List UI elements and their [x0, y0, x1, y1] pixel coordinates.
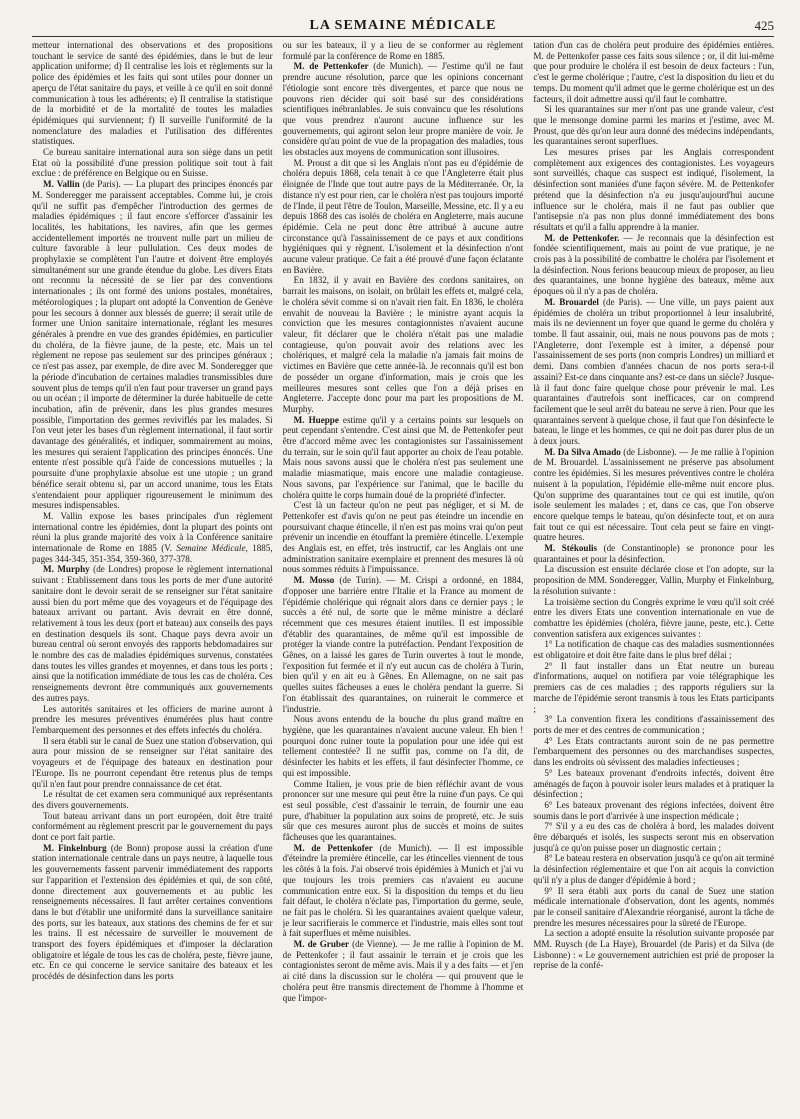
paragraph — [533, 297, 774, 447]
paragraph — [283, 575, 524, 714]
paragraph-text: — Je reconnais que la désinfection est fondée scientifiquement, mais au point de vue pratique, je ne crois pas à la possibilité de combattre le choléra par l'isolement et la désinfection. Nous ferions beaucoup mieux de proposer, au lieu des quarantaines, une bonne hygiène des bateaux, même aux époques où il n'y a pas de choléra. — [533, 232, 775, 297]
paragraph-text: (de Londres) propose le règlement international suivant : Etablissement dans tous les ports de mer d'une autorité sanitaire dont le devoir serait de se renseigner sur l'état sanitaire aussi bien du port même que des voyageurs et de l'équipage des bateaux arrivant ou partant. Avis devrait en être donné, relativement à tous les deux (port et bateau) aux conseils des pays en destination desquels ils sont. Chaque pays devra avoir un bureau central où seront envoyés des rapports hebdomadaires sur le nombre des cas de maladies épidémiques survenus, constatées dans toutes les villes grandes et moyennes, et dans tous les ports ; ainsi que la notification immédiate de tous les cas de choléra. Ces renseignements devront être communiqués aux gouvernements des autres pays. — [32, 564, 273, 703]
paragraph-text: (de Paris). — La plupart des principes énoncés par M. Sonderegger me paraissent acceptables. Comme lui, je crois qu'il ne suffit pas d'empêcher l'introduction des germes de maladies épidémiques ; il faut encore s'efforcer d'assainir les localités, les habitations, les navires, afin que les germes accidentellement importés ne trouvent nulle part un milieu de culture favorable à leur pullulation. Ces deux modes de prophylaxie se complètent l'un l'autre et doivent être employés simultanément sur une grande étendue du globe. Les divers Etats ont reconnu la nécessité de se lier par des conventions internationales ; ils ont formé des unions postales, monétaires, météorologiques ; la plupart ont adopté la Convention de Genève pour les secours à donner aux blessés de guerre; il serait utile de former une Union sanitaire internationale, réglant les mesures générales à prendre en vue des grandes épidémies, en particulier du choléra, de la fièvre jaune, de la peste, etc. Mais un tel règlement ne repose pas seulement sur des principes généraux ; ce n'est pas assez, par exemple, de dire avec M. Sonderegger que la période d'incubation de certaines maladies transmissibles dure souvent plus de temps qu'il n'en faut pour traverser un grand pays ou un océan ; il importe de déterminer la durée habituelle de cette incubation, afin de prévenir, dans les plus grandes mesures possible, l'importation des germes reviviflés par les malades. Si l'on veut jeter les bases d'un règlement international, il faut sortir davantage des généralités, et indiquer, sommairement au moins, les mesures qui seraient l'application des principes énoncés. Une entente n'est possible qu'à l'aide de concessions mutuelles ; la poursuite d'une prophylaxie absolue est une utopie ; un grand bénéfice serait obtenu si, par un accord unanime, tous les Etats s'entendaient pour appliquer rigoureusement le minimum des mesures indispensables. — [32, 179, 273, 511]
paragraph — [533, 447, 774, 543]
resolution-item: 1° La notification de chaque cas des maladies susmentionnées est obligatoire et doit être faite dans le plus bref délai ; — [533, 639, 775, 661]
speaker-name: M. de Pettenkofer — [293, 842, 373, 853]
paragraph-text: (de Munich). — Il est impossible d'éteindre la première étincelle, car les étincelles viennent de tous les côtés à la fois. J'ai observé trois épidémies à Munich et j'ai vu que toujours les trois premiers cas n'avaient eu aucune communication entre eux. Si la disposition du temps et du lieu fait défaut, le choléra n'éclate pas, l'importation du germe, seule, ne fait pas le choléra. Si les quarantaines avaient quelque valeur, je leur sacrifierais le commerce et l'industrie, mais elles sont tout à fait superflues et même nuisibles. — [282, 842, 524, 939]
page-number: 425 — [754, 18, 774, 33]
paragraph — [283, 415, 524, 501]
paragraph: Tout bateau arrivant dans un port européen, doit être traité conformément au règlement prescrit par le gouvernement du pays dont ce port fait partie. — [32, 810, 273, 843]
speaker-name: M. Da Silva Amado — [544, 446, 621, 457]
resolution-item: 7° S'il y a eu des cas de choléra à bord, les malades doivent être débarqués et isolés, les suspects seront mis en observation jusqu'à ce qu'on puisse poser un diagnostic certain ; — [533, 821, 775, 853]
speaker-name: M. de Pettenkofer. — [544, 232, 620, 243]
paragraph-text: (de Vienne). — Je me rallie à l'opinion de M. de Pettenkofer ; il faut assainir le terrain et je crois que les contagionistes seront de même avis. Mais il y a des faits — et j'en ai cité dans la discussion sur le choléra — qui prouvent que le choléra peut être transmis directement de l'homme à l'homme et que l'impor- — [282, 939, 524, 1003]
paragraph: metteur international des observations et des propositions touchant le service de santé des épidémies, dans le but de leur application uniforme; d) Il centralise les lois et règlements sur la police des épidémies et les faits qui sont utiles pour donner un aperçu de l'état sanitaire du pays, et veille à ce qu'il en soit donné communication à tous les adhérents; e) Il centralise la statistique de la morbidité et de la mortalité de toutes les maladies épidémiques qui surviennent; f) Il surveille l'uniformité de la nomenclature des maladies et l'utilisation des différentes statistiques. — [32, 40, 273, 147]
speaker-name: M. Finkelnburg — [43, 842, 107, 853]
paragraph: La troisième section du Congrès exprime le vœu qu'il soit créé entre les divers Etats une convention internationale en vue de combattre les épidémies (choléra, fièvre jaune, peste, etc.). Cette convention satisfera aux exigences suivantes : — [533, 596, 775, 639]
resolution-item: 4° Les Etats contractants auront soin de ne pas permettre l'embarquement des personnes ou des marchandises suspectes, dans les endroits où sévissent des maladies infectieuses ; — [533, 735, 775, 768]
column-right — [533, 40, 774, 1113]
paragraph-text: (de Lisbonne). — Je me rallie à l'opinion de M. Brouardel. L'assainissement ne préserve pas absolument contre les épidémies. Si les mesures préventives contre le choléra nuisent à la population, l'épidémie elle-même nuit encore plus. Qu'on supprime des quarantaines tout ce qui est inutile, qu'on isole seulement les malades ; et, dans ce cas, que l'on observe encore quelque temps le bateau, qu'on désinfecte tout, et on aura fait tout ce qui est nécessaire. Tout cela peut se faire en vingt-quatre heures. — [533, 446, 775, 543]
speaker-name: M. Hueppe — [293, 414, 339, 425]
speaker-name: M. Brouardel — [544, 296, 599, 307]
paragraph-text: (de Constantinople) se prononce pour les quarantaines et pour la désinfection. — [533, 543, 775, 564]
paragraph — [32, 843, 273, 982]
speaker-name: M. Mosso — [293, 575, 335, 586]
column-middle — [283, 40, 524, 1113]
paragraph-text: estime qu'il y a certains points sur lesquels on peut cependant s'entendre. C'est ainsi que M. de Pettenkofer peut être d'accord même avec les contagionistes sur l'assainissement du terrain, sur le soin qu'il faut apporter au choix de l'eau potable. Mais nous savons aussi que le choléra n'est pas seulement une maladie miasmatique, mais encore une maladie contagieuse. Nous savons, par l'expérience sur l'animal, que le bacille du choléra quitte le corps humain doué de la propriété d'infecter. — [282, 414, 524, 500]
paragraph: M. Proust a dit que si les Anglais n'ont pas eu d'épidémie de choléra depuis 1868, cela tenait à ce que l'Angleterre était plus éloignée de l'Inde que tout autre pays de la Méditerranée. Or, la distance n'y est pour rien, car le choléra n'est pas toujours importé de l'Inde, il peut l'être de Toulon, Marseille, Messine, etc. Il y a eu depuis 1868 des cas isolés de choléra en Angleterre, mais aucune épidémie. Cela ne peut donc être attribué à aucune autre circonstance qu'à l'assainissement de ce pays et aux conditions hygiéniques qui y règnent. L'isolement et la désinfection n'ont aucune valeur pratique. Ce fait a été prouvé d'une façon éclatante en Bavière. — [282, 157, 524, 275]
resolution-item: 2° Il faut installer dans un Etat neutre un bureau d'informations, auquel on notifiera par voie télégraphique les premiers cas de ces maladies ; des rapports réguliers sur la marche de l'épidémie seront transmis à tous les Etats participants ; — [533, 660, 775, 714]
speaker-name: M. de Pettenkofer — [293, 61, 369, 72]
paragraph — [533, 233, 774, 297]
column-left — [32, 40, 273, 1113]
resolution-item: 9° Il sera établi aux ports du canal de Suez une station médicale internationale d'observation, dont les agents, nommés par le conseil sanitaire d'Alexandrie réorganisé, auront la tâche de prendre les mesures nécessaires pour la sûreté de l'Europe. — [533, 885, 775, 928]
paragraph: Comme Italien, je vous prie de bien réfléchir avant de vous prononcer sur une mesure qui peut être la ruine d'un pays. Ce qui est seul possible, c'est d'assainir le terrain, de fournir une eau pure, d'habituer la population aux soins de propreté, etc. Je suis sûr que ces mesures auront plus de succès et moins de suites fâcheuses que les quarantaines. — [282, 778, 524, 843]
paragraph — [32, 564, 273, 703]
paragraph-text: (de Paris). — Une ville, un pays paient aux épidémies de choléra un tribut proportionnel à leur insalubrité, mais ils ne deviennent un foyer que quand le germe du choléra y tombe. Il faut assainir, oui, mais ne nous pouvons pas de mots ; l'Angleterre, dont l'exemple est à imiter, a dépensé pour l'assainissement de ses ports (non compris Londres) un milliard et demi. Dans combien d'années chacun de nos ports sera-t-il assaini? Est-ce dans cinquante ans? est-ce dans un siècle? Jusque-là il faut donc faire quelque chose pour prévenir le mal. Les quarantaines d'autrefois sont inefficaces, car on comprend facilement que le seul arrêt du bateau ne serve à rien. Pour que les quarantaines servent à quelque chose, il faut que l'on désinfecte le bateau, le linge et les hommes, ce qui ne doit pas durer plus de un à deux jours. — [533, 296, 775, 447]
paragraph: La section a adopté ensuite la résolution suivante proposée par MM. Ruysch (de La Haye), Brouardel (de Paris) et da Silva (de Lisbonne) : « Le gouvernement autrichien est prié de proposer la reprise de la confé- — [533, 928, 775, 971]
speaker-name: M. Murphy — [43, 564, 90, 575]
paragraph-text: M. Vallin expose les bases principales d'un règlement international contre les épidémies, dont la plupart des points ont réuni la plus grande majorité des voix à la Conférence sanitaire internationale de Rome en 1885 (V. — [32, 510, 273, 554]
resolution-item: 8° Le bateau restera en observation jusqu'à ce qu'on ait terminé la désinfection réglementaire et que l'on ait acquis la conviction qu'il n'y a plus de danger d'épidémie à bord ; — [533, 853, 775, 885]
paragraph: Ce bureau sanitaire international aura son siège dans un petit Etat où la possibilité d'une pression politique soit tout à fait exclue : de préférence en Belgique ou en Suisse. — [32, 147, 273, 179]
paragraph-text: (de Munich). — J'estime qu'il ne faut prendre aucune résolution, parce que les opinions concernant l'étiologie sont encore très divergentes, et parce que nous ne pouvons rien décider qui soit basé sur des considérations scientifiques inébranlables. Je suis convaincu que les résolutions que vous prendrez n'auront aucune influence sur les gouvernements, qui agiront selon leur propre manière de voir. Je considère qu'au point de vue de la propagation des maladies, tous les obstacles aux moyens de communication sont illusoires. — [282, 61, 524, 158]
text-columns — [32, 40, 774, 1113]
paragraph-text: (de Turin). — M. Crispi a ordonné, en 1884, d'opposer une barrière entre l'Italie et la France au moment de l'épidémie cholérique qui régnait alors dans ce dernier pays ; le succès a été nul, de sorte que le même ministre a déclaré récemment que ces mesures étaient inutiles. Il est impossible d'établir des quarantaines, de même qu'il est impossible de protéger la viande contre la putréfaction. Pendant l'exposition de Gênes, on a laissé les gares de Turin ouvertes à tout le monde, l'exposition fut fermée et il n'y eut aucun cas de choléra à Turin, bien qu'il y en ait eu à Gênes. En Allemagne, on ne sait pas quelles suites fâcheuses a eues le choléra pendant la guerre. Si l'on établissait des quarantaines, on ruinerait le commerce et l'industrie. — [282, 575, 524, 714]
paragraph — [283, 61, 524, 157]
paragraph: ou sur les bateaux, il y a lieu de se conformer au règlement formulé par la conférence de Rome en 1885. — [282, 40, 524, 61]
journal-title: LA SEMAINE MÉDICALE — [309, 18, 497, 33]
paragraph — [32, 179, 273, 511]
page-header — [32, 10, 774, 37]
speaker-name: M. de Gruber — [293, 939, 350, 950]
resolution-item: 3° La convention fixera les conditions d'assainissement des ports de mer et des centres de communication ; — [533, 714, 775, 735]
journal-reference: Semaine Médicale — [176, 543, 246, 554]
speaker-name: M. Vallin — [43, 179, 80, 190]
resolution-item: 6° Les bateaux provenant des régions infectées, doivent être soumis dans le port d'arrivée à une inspection médicale ; — [533, 799, 775, 821]
paragraph: Il sera établi sur le canal de Suez une station d'observation, qui aura pour mission de se renseigner sur l'état sanitaire des voyageurs et de l'équipage des bateaux en destination pour l'Europe. Ils ne pourront cependant être retenus plus de temps qu'il n'en faut pour prendre connaissance de cet état. — [32, 735, 273, 789]
paragraph: Les autorités sanitaires et les officiers de marine auront à prendre les mesures préventives énumérées plus haut contre l'embarquement des personnes et des effets infectés du choléra. — [32, 703, 273, 735]
paragraph: Si les quarantaines sur mer n'ont pas une grande valeur, c'est que le mensonge domine parmi les marins et j'estime, avec M. Proust, que dès qu'on leur aura donné des médecins indépendants, les quarantaines seront superflues. — [533, 104, 775, 147]
paragraph — [283, 843, 524, 939]
paragraph: Le résultat de cet examen sera communiqué aux représentants des divers gouvernements. — [32, 789, 273, 810]
paragraph: La discussion est ensuite déclarée close et l'on adopte, sur la proposition de MM. Sonderegger, Vallin, Murphy et Finkelnburg, la résolution suivante : — [533, 564, 775, 596]
resolution-item: 5° Les bateaux provenant d'endroits infectés, doivent être aménagés de façon à pouvoir isoler leurs malades et à pratiquer la désinfection ; — [533, 767, 775, 800]
paragraph: En 1832, il y avait en Bavière des cordons sanitaires, on barrait les maisons, on isolait, on brûlait les effets et, malgré cela, le choléra sévit comme si on n'avait rien fait. En 1836, le choléra envahit de nouveau la Bavière ; le ministre ayant acquis la conviction que les mesures contagionnistes n'avaient aucune valeur, fit déclarer que le choléra n'était pas une maladie contagieuse, qu'on pouvait avoir des relations avec les cholériques, et malgré cela la maladie n'a jamais fait moins de victimes en Bavière que cette année-là. Je reconnais qu'il est bon de posséder un organe d'information, mais je crois que les meilleures mesures sont celles que l'on a déjà prises en Angleterre. J'accepte donc pour ma part les propositions de M. Murphy. — [282, 275, 524, 414]
paragraph-text: (de Bonn) propose aussi la création d'une station internationale centrale dans un pays neutre, à laquelle tous les gouvernements fassent parvenir immédiatement des rapports sur l'apparition et l'extension des épidémies et qui, de son côté, donne directement aux gouvernements et au public les renseignements nécessaires. Il faut arrêter certaines conventions dans le but d'établir une uniformité dans la surveillance sanitaire des ports, sur les bateaux, aux stations des chemins de fer et sur les trains. Il est nécessaire de surveiller le mouvement de transport des foyers épidémiques et d'imposer la déclaration obligatoire et légale de tous les cas de choléra, peste, fièvre jaune, etc. En ce qui concerne le service sanitaire des bateaux et les procédés de désinfection dans les ports — [32, 842, 273, 982]
paragraph: C'est là un facteur qu'on ne peut pas négliger, et si M. de Pettenkofer est d'avis qu'on ne peut pas éteindre un incendie en poursuivant chaque étincelle, il n'en est pas moins vrai qu'on peut prévenir un incendie en étouffant la première étincelle. L'exemple des Anglais est, en effet, très instructif, car les Anglais ont une administration sanitaire exemplaire et prennent des mesures là où nous sommes réduits à l'impuissance. — [282, 500, 524, 575]
paragraph — [533, 543, 774, 564]
paragraph — [283, 939, 524, 1003]
speaker-name: M. Stékoulis — [544, 543, 598, 554]
paragraph: tation d'un cas de choléra peut produire des épidémies entières. M. de Pettenkofer passe ces faits sous silence ; or, il dit lui-même que pour produire le choléra il est besoin de deux facteurs : l'un, c'est le germe cholérique ; l'autre, c'est la disposition du lieu et du temps. Du moment qu'il admet que le germe cholérique est un des facteurs, il doit admettre aussi qu'il faut le combattre. — [533, 40, 775, 104]
paragraph: Les mesures prises par les Anglais correspondent complètement aux exigences des contagionistes. Les voyageurs sont surveillés, chaque cas suspect est indiqué, l'isolement, la désinfection sont maniées d'une façon sévère. M. de Pettenkofer prétend que la désinfection n'a eu jusqu'aujourd'hui aucune influence sur le choléra, mais il ne faut pas oublier que l'antisepsie n'a pas non plus donné immédiatement des bons résultats et qu'il a fallu apprendre à la manier. — [533, 147, 775, 232]
paragraph: Nous avons entendu de la bouche du plus grand maître en hygiène, que les quarantaines n'avaient aucune valeur. Eh bien ! pourquoi donc ruiner toute la population pour une idée qui est tellement contestée? Il ne suffit pas, comme on l'a dit, de désinfecter les habits et les effets, il faut désinfecter l'homme, ce qui est impossible. — [282, 714, 524, 778]
paragraph — [32, 511, 273, 565]
paragraph-text: , 1885, pages 344-345, 351-354, 359-360, 377-378. — [32, 543, 273, 564]
